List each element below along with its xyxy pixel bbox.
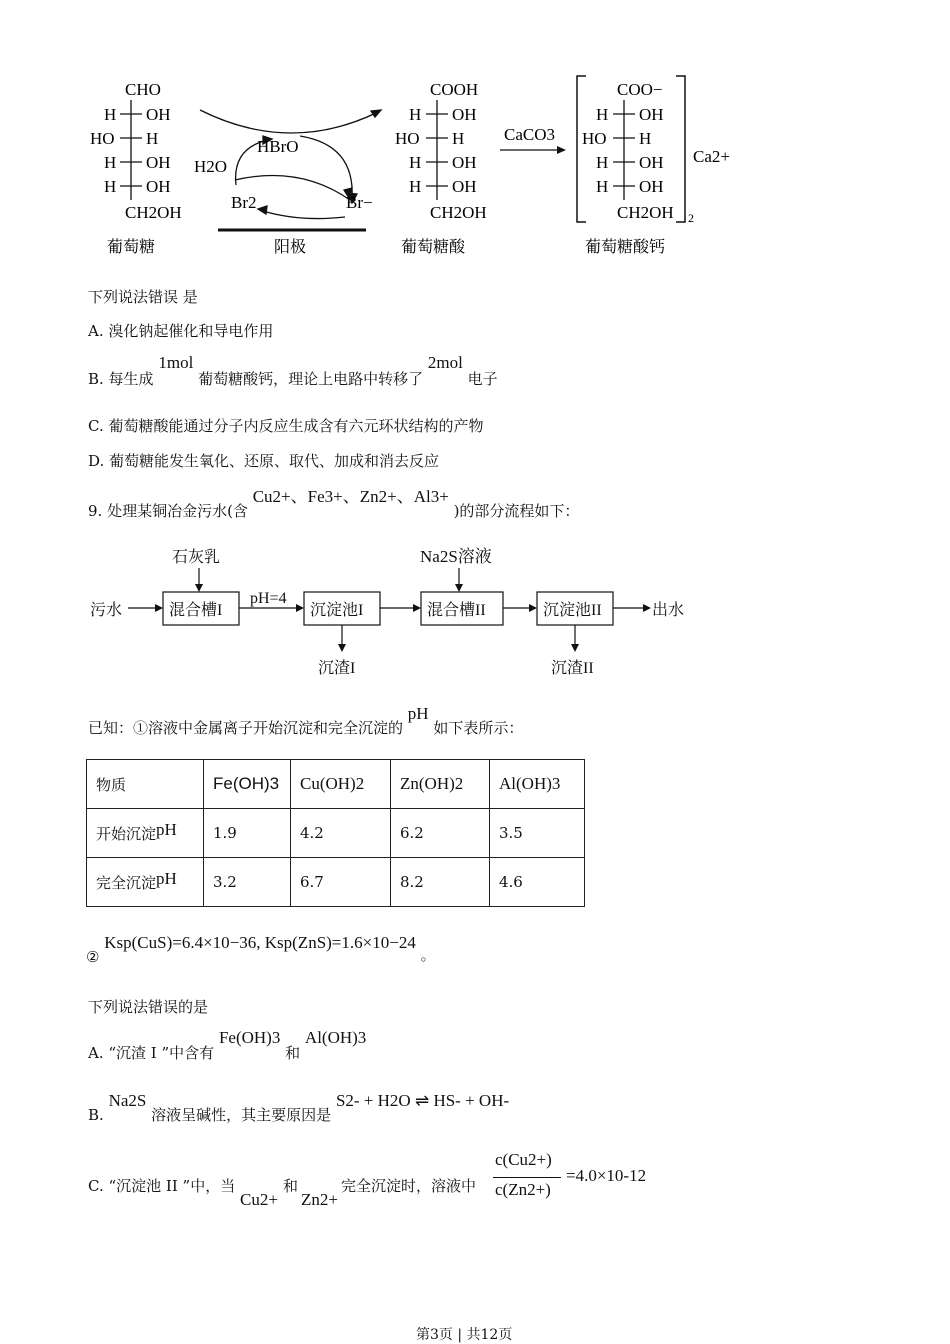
anode-br2: Br2 — [231, 193, 257, 212]
q9-a-f2: Al(OH)3 — [304, 1028, 367, 1047]
glucose-top: CHO — [125, 80, 161, 99]
row-label-ph: pH — [156, 819, 177, 839]
flow-reagent2: Na2S溶液 — [420, 547, 492, 566]
q9-a-pre: A. “沉渣 I ”中含有 — [88, 1044, 215, 1062]
flow-box1: 混合槽I — [169, 602, 223, 619]
flow-reagent1: 石灰乳 — [172, 549, 221, 566]
q9-b-formula: Na2S — [108, 1091, 147, 1110]
q8-b-pre: B. 每生成 — [88, 370, 154, 388]
row-label-text: 完全沉淀 — [96, 873, 157, 892]
q9-c-numerator: c(Cu2+) — [495, 1150, 552, 1169]
anode-label: 阳极 — [274, 239, 307, 256]
known2-mark: ② — [86, 948, 100, 966]
calcium-r4-left: H — [596, 177, 609, 196]
gluconic-bottom: CH2OH — [430, 203, 487, 222]
q8-stem: 下列说法错误 是 — [88, 288, 198, 306]
page-footer: 第3页 | 共12页 — [416, 1327, 513, 1343]
anode-br-minus: Br− — [346, 193, 373, 212]
q8-option-b — [88, 352, 498, 392]
q9-option-b — [88, 1090, 510, 1124]
table-cell: 8.2 — [391, 858, 490, 907]
calcium-r3-right: OH — [639, 153, 664, 172]
q9-ions: Cu2+、Fe3+、Zn2+、Al3+ — [252, 487, 449, 506]
q8-b-post: 电子 — [467, 370, 498, 388]
glucose-r4-right: OH — [146, 177, 171, 196]
table-cell: 3.5 — [490, 809, 585, 858]
q9-c-ion1: Cu2+ — [240, 1190, 278, 1209]
row-label-text: 开始沉淀 — [96, 824, 157, 843]
gluconic-top: COOH — [430, 80, 479, 99]
glucose-r1-right: OH — [146, 105, 171, 124]
q9-option-c — [88, 1150, 728, 1220]
q9-known1 — [88, 703, 524, 737]
calcium-bottom: CH2OH — [617, 203, 674, 222]
q9-stem — [88, 482, 580, 520]
table-cell: 1.9 — [204, 809, 291, 858]
table-header: Zn(OH)2 — [391, 760, 490, 809]
table-row-label — [87, 809, 204, 858]
calcium-r3-left: H — [596, 153, 609, 172]
anode-hbro: HBrO — [257, 137, 299, 156]
glucose-bottom: CH2OH — [125, 203, 182, 222]
flow-box4: 沉淀池II — [543, 602, 602, 619]
fraction-bar — [493, 1177, 561, 1178]
gluconic-r3-right: OH — [452, 153, 477, 172]
glucose-label: 葡萄糖 — [107, 239, 156, 256]
calcium-ion: Ca2+ — [693, 147, 730, 166]
q9-b-equation: S2- + H2O ⇌ HS- + OH- — [335, 1091, 510, 1110]
calcium-r4-right: OH — [639, 177, 664, 196]
q9-b-mid: 溶液呈碱性，其主要原因是 — [151, 1106, 332, 1124]
glucose-oxidation-scheme — [0, 70, 950, 270]
anode-h2o: H2O — [194, 157, 228, 176]
q9-c-mid: 完全沉淀时，溶液中 — [341, 1177, 477, 1195]
calcium-top: COO− — [617, 80, 663, 99]
calcium-r2-right: H — [639, 129, 652, 148]
table-header: Cu(OH)2 — [291, 760, 391, 809]
q9-c-pre: C. “沉淀池 II ”中，当 — [88, 1177, 236, 1195]
calcium-r1-left: H — [596, 105, 609, 124]
anode-cycle — [200, 110, 381, 230]
known2-end: 。 — [420, 946, 436, 964]
q9-c-ion2: Zn2+ — [301, 1190, 338, 1209]
flow-box3: 混合槽II — [427, 602, 486, 619]
q9-a-and: 和 — [285, 1044, 301, 1062]
glucose-r3-left: H — [104, 153, 117, 172]
table-cell: 6.7 — [291, 858, 391, 907]
glucose-r1-left: H — [104, 105, 117, 124]
known2-ksp: Ksp(CuS)=6.4×10−36, Ksp(ZnS)=1.6×10−24 — [104, 933, 416, 952]
q9-option-a — [88, 1027, 367, 1062]
glucose-structure — [90, 80, 182, 256]
q9-c-denominator: c(Zn2+) — [495, 1180, 551, 1199]
table-row — [87, 858, 585, 907]
gluconic-r3-left: H — [409, 153, 422, 172]
q9-known1-pre: 已知：①溶液中金属离子开始沉淀和完全沉淀的 — [88, 719, 404, 737]
flow-input: 污水 — [90, 602, 123, 619]
flow-box2: 沉淀池I — [310, 602, 364, 619]
treatment-flow-diagram — [0, 540, 950, 690]
q9-a-f1: Fe(OH)3 — [218, 1028, 281, 1047]
q9-c-and: 和 — [283, 1177, 299, 1195]
glucose-r4-left: H — [104, 177, 117, 196]
q8-option-a: A. 溴化钠起催化和导电作用 — [88, 322, 274, 340]
gluconic-r1-left: H — [409, 105, 422, 124]
gluconic-r2-left: HO — [395, 129, 420, 148]
gluconic-r4-left: H — [409, 177, 422, 196]
calcium-subscript: 2 — [688, 211, 694, 225]
glucose-r3-right: OH — [146, 153, 171, 172]
calcium-r1-right: OH — [639, 105, 664, 124]
q9-known1-post: 如下表所示： — [433, 719, 524, 737]
table-header-row — [87, 760, 585, 809]
flow-out1: 沉渣I — [318, 660, 356, 677]
glucose-r2-right: H — [146, 129, 159, 148]
gluconic-r2-right: H — [452, 129, 465, 148]
calcium-gluconate-structure — [577, 76, 730, 256]
flow-out2: 沉渣II — [551, 660, 594, 677]
q9-known1-ph: pH — [407, 704, 429, 723]
precipitation-ph-table — [86, 759, 585, 907]
table-row-label — [87, 858, 204, 907]
q8-b-mid: 葡萄糖酸钙，理论上电路中转移了 — [198, 370, 424, 388]
q8-option-c: C. 葡萄糖酸能通过分子内反应生成含有六元环状结构的产物 — [88, 417, 484, 435]
table-header: Al(OH)3 — [490, 760, 585, 809]
flow-output: 出水 — [652, 602, 685, 619]
q9-stem2: 下列说法错误的是 — [88, 998, 209, 1016]
q8-b-val1: 1mol — [158, 353, 194, 372]
table-cell: 3.2 — [204, 858, 291, 907]
table-row — [87, 809, 585, 858]
q8-b-val2: 2mol — [427, 353, 463, 372]
flow-cond: pH=4 — [250, 590, 287, 607]
calcium-label: 葡萄糖酸钙 — [585, 239, 666, 256]
table-cell: 4.2 — [291, 809, 391, 858]
glucose-r2-left: HO — [90, 129, 115, 148]
calcium-r2-left: HO — [582, 129, 607, 148]
table-header: 物质 — [87, 760, 204, 809]
caco3-reagent: CaCO3 — [504, 125, 555, 144]
gluconic-label: 葡萄糖酸 — [401, 239, 466, 256]
q9-known2 — [86, 932, 436, 966]
q9-c-value: =4.0×10-12 — [566, 1166, 647, 1185]
table-cell: 4.6 — [490, 858, 585, 907]
gluconic-r1-right: OH — [452, 105, 477, 124]
table-header: Fe(OH)3 — [204, 760, 291, 809]
table-cell: 6.2 — [391, 809, 490, 858]
gluconic-r4-right: OH — [452, 177, 477, 196]
q9-stem-pre: 9. 处理某铜冶金污水(含 — [88, 502, 248, 520]
q9-b-pre: B. — [88, 1106, 104, 1124]
gluconic-acid-structure — [395, 80, 487, 256]
row-label-ph: pH — [156, 868, 177, 888]
q8-option-d: D. 葡萄糖能发生氧化、还原、取代、加成和消去反应 — [88, 452, 440, 470]
q9-stem-post: )的部分流程如下： — [453, 502, 580, 520]
